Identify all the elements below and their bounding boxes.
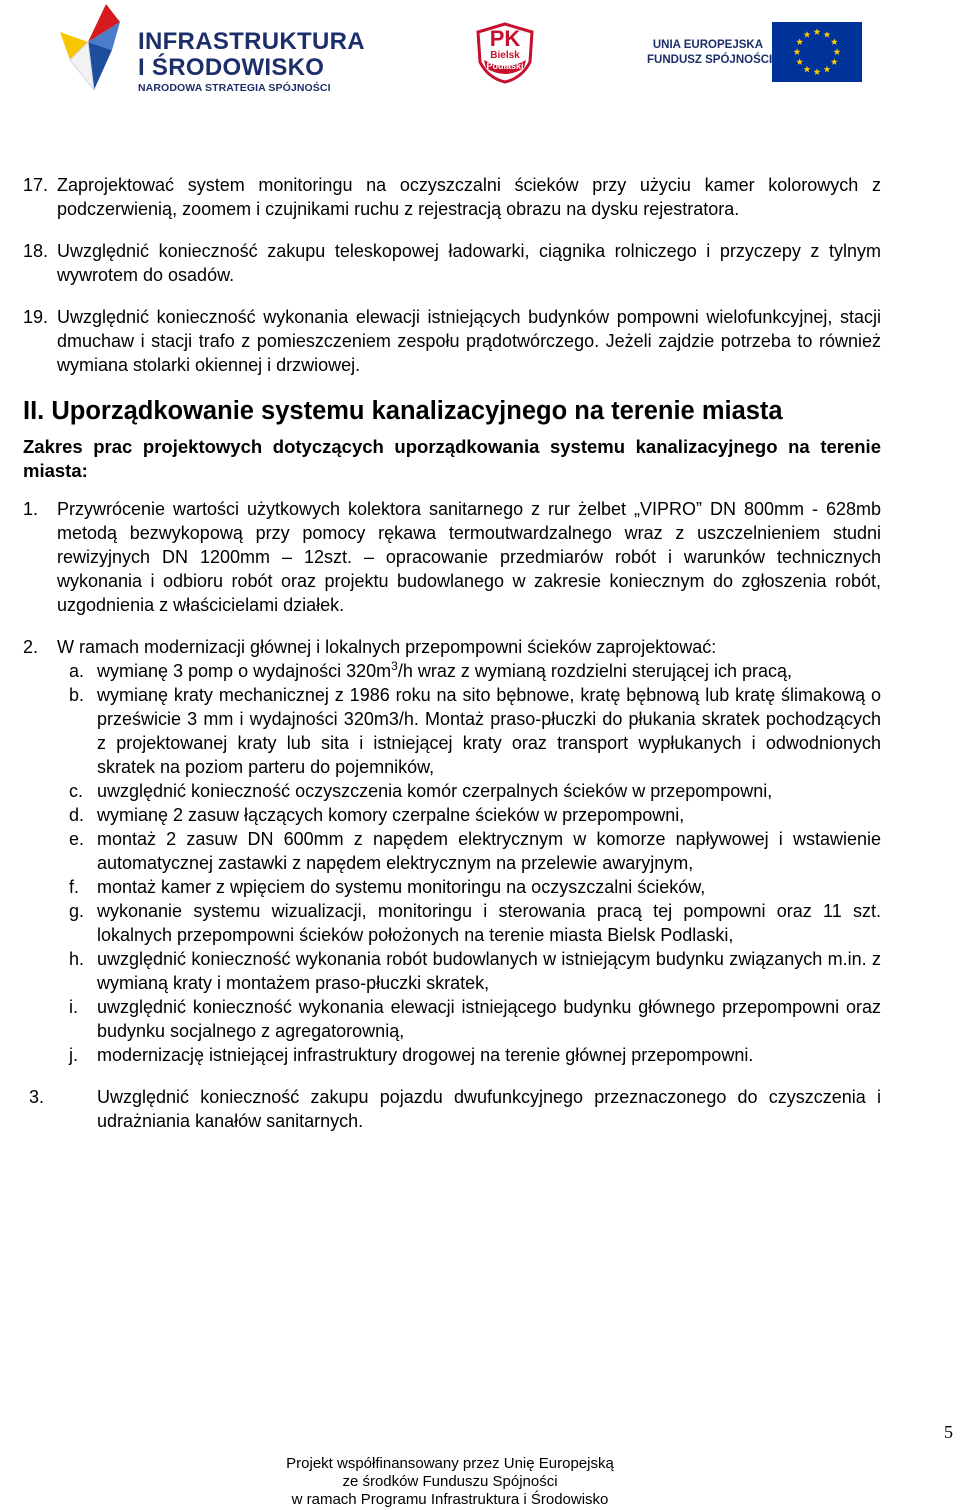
list-item-18: 18. Uwzględnić konieczność zakupu teleskopowej ładowarki, ciągnika rolniczego i przyczepy z tylnym wywrotem do osadów.: [23, 241, 881, 285]
eu-star: [814, 68, 821, 75]
pk-initials: PK: [489, 26, 521, 51]
infrastruktura-srodowisko-logo: [58, 2, 365, 94]
eu-star: [796, 38, 803, 45]
list-item-19: 19. Uwzględnić konieczność wykonania elewacji istniejących budynków pompowni wielofunkcyjnej, stacji dmuchaw i stacji trafo z pomieszczeniem zespołu prądotwórczego. Jeżeli zajdzie potrzeba to również wymiana stolarki okiennej i drzwiowej.: [23, 307, 881, 375]
page-footer: [0, 1455, 900, 1509]
sub-item-h: h. uwzględnić konieczność wykonania robót budowlanych w istniejącym budynku związanych m.in. z wymianą kraty i montażem praso-płuczki skratek,: [69, 949, 881, 993]
sub-item-i: i. uwzględnić konieczność wykonania elewacji istniejącego budynku głównego przepompowni oraz budynku socjalnego z agregatorownią,: [69, 997, 881, 1041]
section-intro: Zakres prac projektowych dotyczących uporządkowania systemu kanalizacyjnego na terenie miasta:: [23, 436, 881, 481]
eu-star: [824, 66, 831, 73]
sub-item-j: j. modernizację istniejącej infrastruktury drogowej na terenie głównej przepompowni.: [69, 1045, 754, 1065]
pk-line1: Bielsk: [490, 50, 520, 61]
section-heading: II. Uporządkowanie systemu kanalizacyjnego na terenie miasta: [23, 397, 783, 425]
eu-star: [814, 28, 821, 35]
list-item-1: 1. Przywrócenie wartości użytkowych kolektora sanitarnego z rur żelbet „VIPRO” DN 800mm - 628mb metodą bezwykopową przy pomocy rękawa termoutwardzalnego wraz z uszczelnieniem studni rewizyjnych DN 1200mm – 12szt. – opracowanie przedmiarów robót i warunków technicznych wykonania i odbioru robót oraz projektu budowlanego w zakresie koniecznym do zgłoszenia robót, uzgodnienia z właścicielami działek.: [23, 499, 881, 615]
list-item-2: 2. W ramach modernizacji głównej i lokalnych przepompowni ścieków zaprojektować:: [23, 637, 717, 657]
list-item-17: 17. Zaprojektować system monitoringu na oczyszczalni ścieków przy użyciu kamer kolorowych z podczerwienią, zoomem i czujnikami ruchu z rejestracją obrazu na dysku rejestratora.: [23, 175, 881, 219]
eu-text: UNIA EUROPEJSKA FUNDUSZ SPÓJNOŚCI: [647, 39, 773, 66]
pk-line2: Podlaski: [486, 61, 524, 71]
sub-item-f: f. montaż kamer z wpięciem do systemu monitoringu na oczyszczalni ścieków,: [69, 877, 706, 897]
document-body: [23, 173, 881, 1133]
pk-bielsk-podlaski-logo: [472, 22, 538, 84]
sub-item-d: d. wymianę 2 zasuw łączących komory czerpalne ścieków w przepompowni,: [69, 805, 685, 825]
eu-flag-icon: [772, 22, 862, 82]
eu-star: [796, 58, 803, 65]
logo-title: INFRASTRUKTURA I ŚRODOWISKO: [138, 28, 365, 81]
eu-star: [804, 31, 811, 38]
page-header: [0, 0, 960, 100]
eu-cohesion-fund-logo: [647, 22, 862, 82]
eu-star: [831, 38, 838, 45]
logo-subtitle: NARODOWA STRATEGIA SPÓJNOŚCI: [138, 82, 331, 94]
eu-star: [804, 66, 811, 73]
footer-line2: ze środków Funduszu Spójności: [342, 1473, 558, 1490]
page-number: 5: [944, 1422, 953, 1442]
sub-item-a: a. wymianę 3 pomp o wydajności $320m^3/h$ wraz z wymianą rozdzielni sterującej ich pracą,: [69, 659, 792, 681]
list-item-3: 3. Uwzględnić konieczność zakupu pojazdu dwufunkcyjnego przeznaczonego do czyszczenia i udrażniania kanałów sanitarnych.: [29, 1087, 881, 1131]
footer-line1: Projekt współfinansowany przez Unię Europejską: [286, 1455, 614, 1472]
eu-star: [831, 58, 838, 65]
sub-item-c: c. uwzględnić konieczność oczyszczenia komór czerpalnych ścieków w przepompowni,: [69, 781, 773, 801]
star-burst-icon: [58, 2, 128, 94]
sub-item-b: b. wymianę kraty mechanicznej z 1986 roku na sito bębnowe, kratę bębnową lub kratę ślimakową o prześwicie 3 mm i wydajności 320m3/h. Montaż praso-płuczki do płukania skratek pochodzących z projektowanej kraty lub sita i istniejącej kraty oraz transport wypłukanych i odwodnionych skratek na poziom parteru do pojemników,: [69, 685, 881, 777]
sub-item-g: g. wykonanie systemu wizualizacji, monitoringu i sterowania pracą tej pompowni oraz 11 szt. lokalnych przepompowni ścieków położonych na terenie miasta Bielsk Podlaski,: [69, 901, 881, 945]
eu-star: [794, 48, 801, 55]
eu-star: [834, 48, 841, 55]
sub-item-e: e. montaż 2 zasuw DN 600mm z napędem elektrycznym w komorze napływowej i wstawienie automatycznej zastawki z napędem elektrycznym na przelewie awaryjnym,: [69, 829, 881, 873]
footer-line3: w ramach Programu Infrastruktura i Środowisko: [291, 1491, 609, 1508]
eu-star: [824, 31, 831, 38]
